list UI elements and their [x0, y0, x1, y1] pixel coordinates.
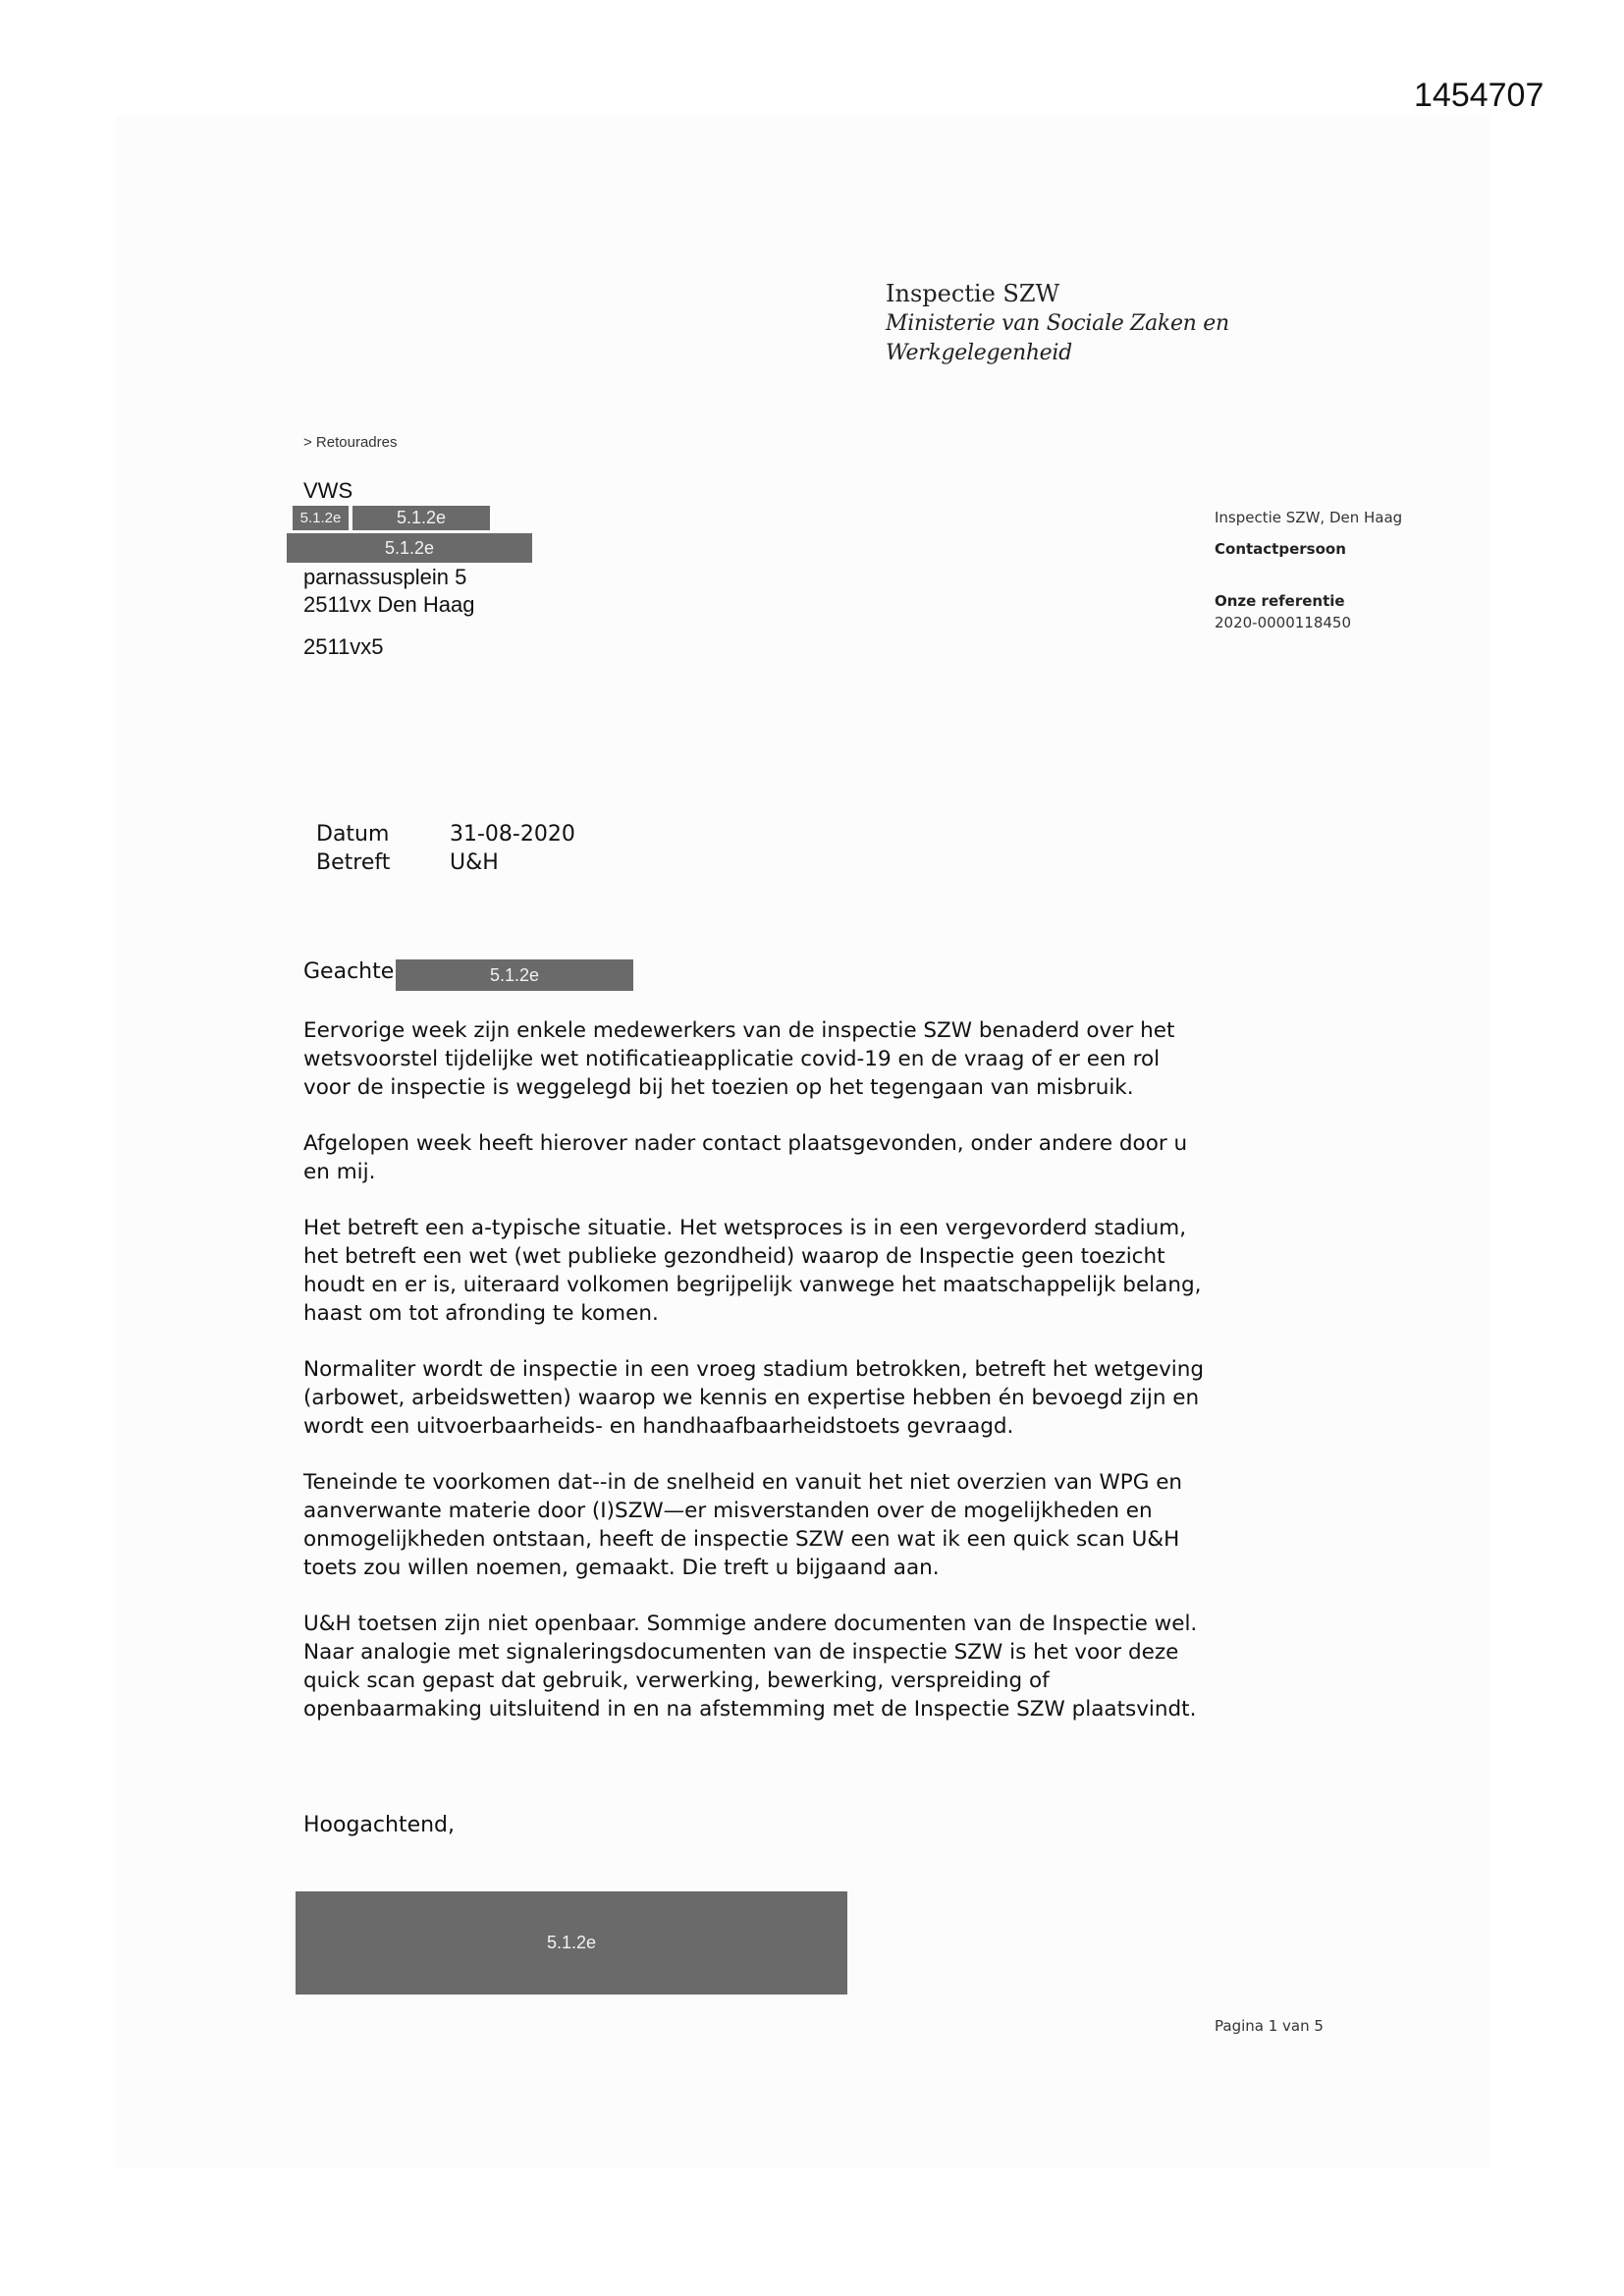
closing: Hoogachtend,: [303, 1813, 456, 1837]
sidebar-reference-label: Onze referentie: [1215, 592, 1345, 610]
page-number: Pagina 1 van 5: [1215, 2017, 1324, 2035]
logo-org: Inspectie SZW: [886, 280, 1060, 307]
return-address-label: > Retouradres: [303, 434, 398, 451]
recipient-city: 2511vx Den Haag: [303, 592, 475, 617]
paragraph: Eervorige week zijn enkele medewerkers van de inspectie SZW benaderd over het wetsvoorstel tijdelijke wet notificatieapplicatie covid-19 en de vraag of er een rol voor de inspectie is weggelegd bij het toezien op het tegengaan van misbruik.: [303, 1018, 1175, 1100]
redaction-block: 5.1.2e: [293, 506, 349, 530]
redaction-block: 5.1.2e: [396, 959, 633, 991]
logo-ministry-line1: Ministerie van Sociale Zaken en: [886, 311, 1229, 336]
subject-label: Betreft: [316, 850, 391, 875]
letter-body: [303, 1016, 1207, 1751]
paragraph: Teneinde te voorkomen dat--in de snelheid en vanuit het niet overzien van WPG en aanverwante materie door (I)SZW—er misverstanden over de mogelijkheden en onmogelijkheden ontstaan, heeft de inspectie SZW een wat ik een quick scan U&H toets zou willen noemen, gemaakt. Die treft u bijgaand aan.: [303, 1470, 1183, 1580]
date-value: 31-08-2020: [450, 822, 575, 847]
recipient-org: VWS: [303, 478, 353, 503]
recipient-code: 2511vx5: [303, 634, 384, 659]
document-number: 1454707: [1414, 77, 1544, 114]
paragraph: U&H toetsen zijn niet openbaar. Sommige andere documenten van de Inspectie wel. Naar analogie met signaleringsdocumenten van de inspectie SZW is het voor deze quick scan gepast dat gebruik, verwerking, bewerking, verspreiding of openbaarmaking uitsluitend in en na afstemming met de Inspectie SZW plaatsvindt.: [303, 1612, 1198, 1722]
paragraph: Normaliter wordt de inspectie in een vroeg stadium betrokken, betreft het wetgeving (arbowet, arbeidswetten) waarop we kennis en expertise hebben én bevoegd zijn en wordt een uitvoerbaarheids- en handhaafbaarheidstoets gevraagd.: [303, 1357, 1205, 1439]
sidebar-sender: Inspectie SZW, Den Haag: [1215, 509, 1403, 526]
recipient-street: parnassusplein 5: [303, 565, 467, 589]
paragraph: Afgelopen week heeft hierover nader contact plaatsgevonden, onder andere door u en mij.: [303, 1131, 1188, 1184]
paragraph: Het betreft een a-typische situatie. Het wetsproces is in een vergevorderd stadium, het betreft een wet (wet publieke gezondheid) waarop de Inspectie geen toezicht houdt en er is, uiteraard volkomen begrijpelijk vanwege het maatschappelijk belang, haast om tot afronding te komen.: [303, 1216, 1202, 1326]
redaction-block: 5.1.2e: [287, 533, 532, 563]
date-label: Datum: [316, 822, 390, 847]
sidebar-reference-value: 2020-0000118450: [1215, 614, 1352, 631]
signature-redaction-block: 5.1.2e: [296, 1891, 847, 1995]
salutation: Geachte: [303, 959, 395, 984]
logo-ministry-line2: Werkgelegenheid: [886, 341, 1072, 365]
sidebar-contact-label: Contactpersoon: [1215, 540, 1346, 558]
ministry-logo: [886, 278, 1229, 368]
redaction-block: 5.1.2e: [352, 506, 490, 530]
subject-value: U&H: [450, 850, 499, 875]
